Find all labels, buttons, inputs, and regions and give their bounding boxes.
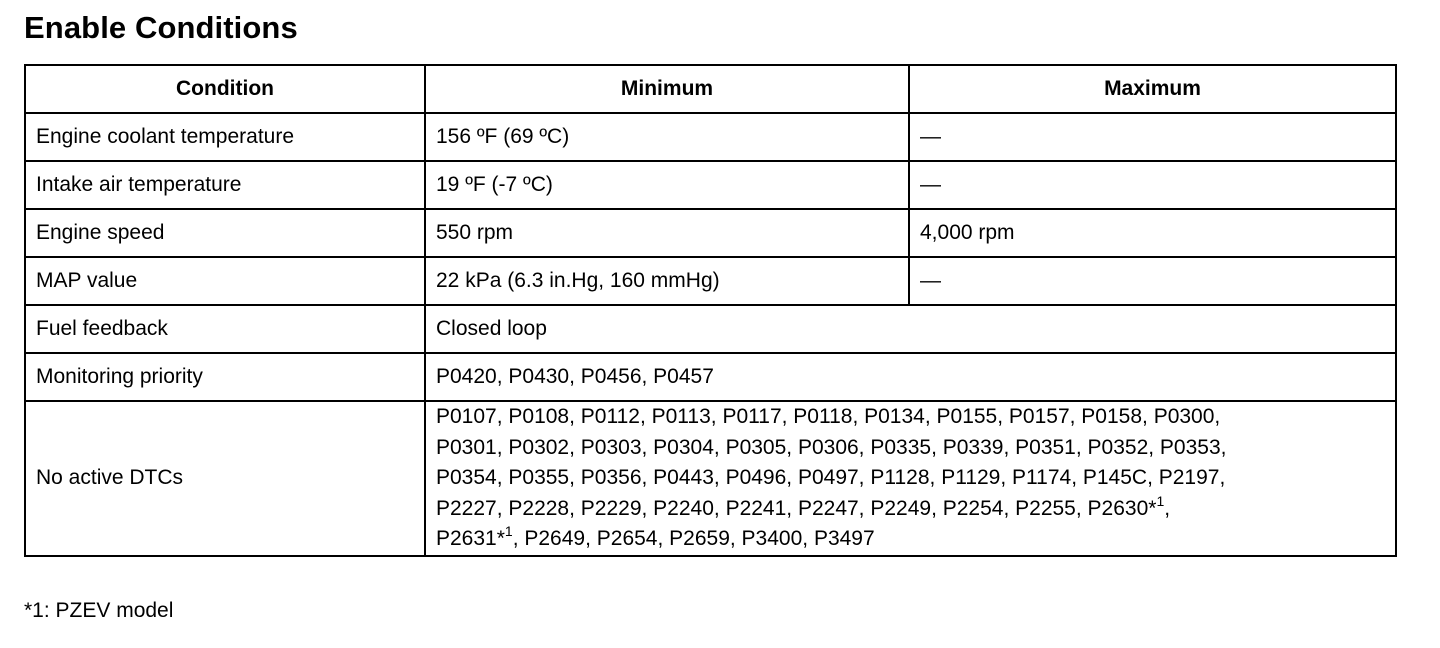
condition-cell: Engine speed (25, 209, 425, 257)
dtc-list-cell (425, 401, 1396, 556)
minimum-cell: 22 kPa (6.3 in.Hg, 160 mmHg) (425, 257, 909, 305)
maximum-cell: 4,000 rpm (909, 209, 1396, 257)
dtc-line: P0354, P0355, P0356, P0443, P0496, P0497, P1128, P1129, P1174, P145C, P2197, (436, 466, 1226, 489)
condition-cell: Intake air temperature (25, 161, 425, 209)
value-cell: P0420, P0430, P0456, P0457 (425, 353, 1396, 401)
header-minimum: Minimum (425, 65, 909, 113)
table-header-row (25, 65, 1396, 113)
footnote-ref: 1 (1156, 492, 1165, 509)
condition-cell: Monitoring priority (25, 353, 425, 401)
table-row (25, 305, 1396, 353)
dtc-line-text: , P2649, P2654, P2659, P3400, P3497 (512, 527, 875, 550)
dtc-line: P0107, P0108, P0112, P0113, P0117, P0118, P0134, P0155, P0157, P0158, P0300, (436, 405, 1221, 428)
table-row (25, 209, 1396, 257)
dtc-line-text: P2227, P2228, P2229, P2240, P2241, P2247, P2249, P2254, P2255, P2630* (436, 496, 1157, 520)
minimum-cell: 19 ºF (-7 ºC) (425, 161, 909, 209)
footnote-ref: 1 (504, 523, 513, 539)
maximum-cell: — (909, 113, 1396, 161)
maximum-cell: — (909, 161, 1396, 209)
condition-cell: No active DTCs (25, 401, 425, 556)
header-maximum: Maximum (909, 65, 1396, 113)
minimum-cell: 156 ºF (69 ºC) (425, 113, 909, 161)
enable-conditions-table (24, 64, 1397, 557)
footnote: *1: PZEV model (24, 599, 174, 622)
condition-cell: Engine coolant temperature (25, 113, 425, 161)
value-cell: Closed loop (425, 305, 1396, 353)
dtc-line: P0301, P0302, P0303, P0304, P0305, P0306, P0335, P0339, P0351, P0352, P0353, (436, 435, 1227, 459)
minimum-cell: 550 rpm (425, 209, 909, 257)
table-row (25, 113, 1396, 161)
condition-cell: Fuel feedback (25, 305, 425, 353)
table-row (25, 161, 1396, 209)
dtc-line-text: P2631* (436, 527, 505, 550)
dtc-line (436, 524, 1385, 555)
table-row (25, 401, 1396, 556)
dtc-line-suffix: , (1164, 496, 1171, 520)
header-condition: Condition (25, 65, 425, 113)
maximum-cell: — (909, 257, 1396, 305)
table-row (25, 257, 1396, 305)
dtc-line (436, 494, 1385, 525)
page-title: Enable Conditions (24, 10, 298, 45)
table-row (25, 353, 1396, 401)
condition-cell: MAP value (25, 257, 425, 305)
